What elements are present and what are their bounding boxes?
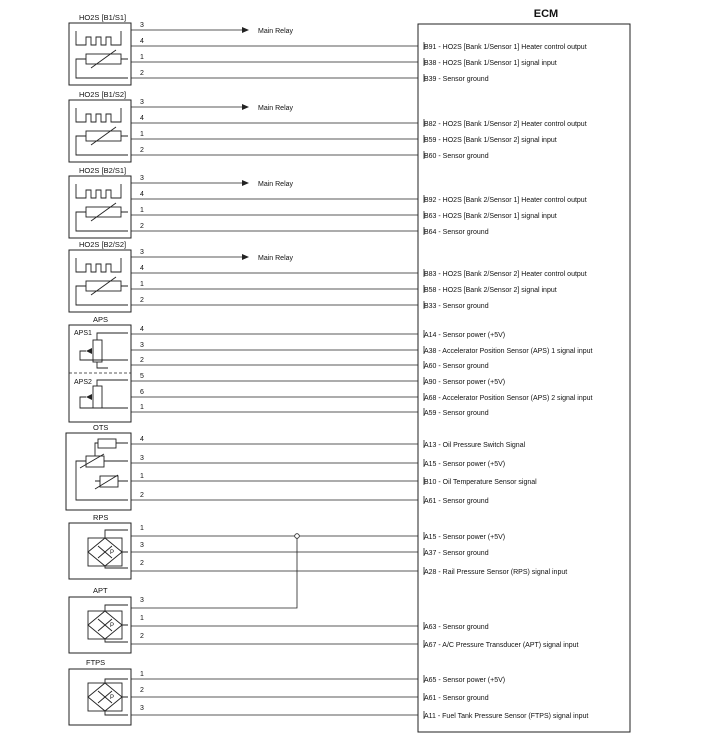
pressure-p-glyph: P bbox=[110, 623, 115, 629]
wire-label: B39 - Sensor ground bbox=[424, 76, 489, 83]
pin-number: 3 bbox=[140, 542, 144, 549]
wire-label: A28 - Rail Pressure Sensor (RPS) signal input bbox=[424, 569, 568, 576]
pin-number: 1 bbox=[140, 131, 144, 138]
pin-number: 2 bbox=[140, 70, 144, 77]
wire-label: B92 - HO2S [Bank 2/Sensor 1] Heater control output bbox=[424, 197, 587, 204]
sensor-box bbox=[69, 325, 131, 422]
wiper-arrow-icon bbox=[86, 394, 92, 400]
pin-number: 2 bbox=[140, 147, 144, 154]
sensor-title: APS bbox=[93, 315, 109, 324]
element-wiring bbox=[76, 212, 128, 231]
heater-element bbox=[76, 108, 121, 122]
pin-number: 1 bbox=[140, 281, 144, 288]
pin-number: 4 bbox=[140, 436, 144, 443]
heater-element bbox=[76, 31, 121, 45]
sensor-title: RPS bbox=[93, 513, 109, 522]
pin-number: 3 bbox=[140, 22, 144, 29]
potentiometer bbox=[93, 340, 102, 362]
wire-label: A59 - Sensor ground bbox=[424, 410, 489, 417]
pin-number: 2 bbox=[140, 560, 144, 567]
heater-element bbox=[76, 184, 121, 198]
resistor bbox=[86, 456, 104, 467]
wiper-arrow-icon bbox=[86, 348, 92, 354]
sensor-title: HO2S [B1/S1] bbox=[79, 13, 127, 22]
pin-number: 3 bbox=[140, 99, 144, 106]
wire-label: Main Relay bbox=[258, 105, 294, 112]
sensor-apt bbox=[69, 538, 579, 653]
arrow-right-icon bbox=[242, 180, 249, 186]
wire-label: A67 - A/C Pressure Transducer (APT) signal input bbox=[424, 642, 579, 649]
wire-label: A60 - Sensor ground bbox=[424, 363, 489, 370]
wire-label: Main Relay bbox=[258, 181, 294, 188]
pin-number: 2 bbox=[140, 223, 144, 230]
wire-label: A68 - Accelerator Position Sensor (APS) 2 signal input bbox=[424, 395, 593, 402]
wire-label: B33 - Sensor ground bbox=[424, 303, 489, 310]
splice-node bbox=[295, 534, 300, 539]
pin-number: 1 bbox=[140, 615, 144, 622]
wire-label: A15 - Sensor power (+5V) bbox=[424, 534, 506, 541]
pin-number: 1 bbox=[140, 404, 144, 411]
ftps-wiring bbox=[105, 679, 128, 715]
pin-number: 2 bbox=[140, 297, 144, 304]
thermistor bbox=[100, 476, 118, 487]
element-wiring bbox=[76, 286, 128, 305]
wire-label: A90 - Sensor power (+5V) bbox=[424, 379, 506, 386]
sensing-element-arrow bbox=[91, 127, 116, 145]
wire-label: A14 - Sensor power (+5V) bbox=[424, 332, 506, 339]
heater-element bbox=[76, 258, 121, 272]
wire-label: A13 - Oil Pressure Switch Signal bbox=[424, 442, 526, 449]
aps2-label: APS2 bbox=[74, 379, 92, 386]
wire-label: B91 - HO2S [Bank 1/Sensor 1] Heater control output bbox=[424, 44, 587, 51]
pin-number: 4 bbox=[140, 38, 144, 45]
potentiometer bbox=[93, 386, 102, 408]
wire-label: A37 - Sensor ground bbox=[424, 550, 489, 557]
pressure-p-glyph: P bbox=[110, 695, 115, 701]
wire-label: A11 - Fuel Tank Pressure Sensor (FTPS) signal input bbox=[424, 713, 589, 720]
pin-number: 4 bbox=[140, 191, 144, 198]
sensor-title: HO2S [B2/S1] bbox=[79, 166, 127, 175]
pressure-switch bbox=[98, 439, 116, 448]
pin-number: 2 bbox=[140, 633, 144, 640]
pin-number: 2 bbox=[140, 492, 144, 499]
wire-label: B82 - HO2S [Bank 1/Sensor 2] Heater control output bbox=[424, 121, 587, 128]
sensing-element-arrow bbox=[91, 203, 116, 221]
pin-number: 3 bbox=[140, 705, 144, 712]
sensor-title: HO2S [B2/S2] bbox=[79, 240, 127, 249]
wire-label: B63 - HO2S [Bank 2/Sensor 1] signal input bbox=[424, 213, 557, 220]
sensor-ho2s-b1s2 bbox=[69, 90, 587, 162]
pin-number: 3 bbox=[140, 455, 144, 462]
sensor-aps bbox=[69, 315, 593, 422]
pin-number: 1 bbox=[140, 207, 144, 214]
wire-label: Main Relay bbox=[258, 255, 294, 262]
ecm-title: ECM bbox=[533, 8, 559, 20]
pin-number: 5 bbox=[140, 373, 144, 380]
wire-label: A61 - Sensor ground bbox=[424, 695, 489, 702]
pin-number: 3 bbox=[140, 175, 144, 182]
sensor-ho2s-b2s1 bbox=[69, 166, 587, 238]
pin-number: 4 bbox=[140, 326, 144, 333]
wire-label: A15 - Sensor power (+5V) bbox=[424, 461, 506, 468]
sensor-title: HO2S [B1/S2] bbox=[79, 90, 127, 99]
sensor-title: FTPS bbox=[86, 658, 106, 667]
wire-label: B83 - HO2S [Bank 2/Sensor 2] Heater control output bbox=[424, 271, 587, 278]
pin-number: 1 bbox=[140, 525, 144, 532]
wire-splice bbox=[131, 538, 297, 608]
pin-number: 6 bbox=[140, 389, 144, 396]
sensor-title: APT bbox=[93, 586, 108, 595]
element-wiring bbox=[76, 59, 128, 78]
pin-number: 1 bbox=[140, 54, 144, 61]
wire-label: Main Relay bbox=[258, 28, 294, 35]
wire-label: A38 - Accelerator Position Sensor (APS) 1 signal input bbox=[424, 348, 593, 355]
pin-number: 1 bbox=[140, 473, 144, 480]
pin-number: 4 bbox=[140, 115, 144, 122]
wire-label: B60 - Sensor ground bbox=[424, 153, 489, 160]
wire-label: A65 - Sensor power (+5V) bbox=[424, 677, 506, 684]
wire-label: B38 - HO2S [Bank 1/Sensor 1] signal input bbox=[424, 60, 557, 67]
wire-label: B58 - HO2S [Bank 2/Sensor 2] signal input bbox=[424, 287, 557, 294]
pin-number: 2 bbox=[140, 687, 144, 694]
pin-number: 2 bbox=[140, 357, 144, 364]
wire-label: B10 - Oil Temperature Sensor signal bbox=[424, 479, 537, 486]
aps1-label: APS1 bbox=[74, 330, 92, 337]
sensor-ots bbox=[66, 423, 537, 510]
sensing-element-arrow bbox=[91, 50, 116, 68]
wire-label: A61 - Sensor ground bbox=[424, 498, 489, 505]
sensor-ho2s-b2s2 bbox=[69, 240, 587, 312]
ots-wiring bbox=[76, 443, 128, 500]
pin-number: 3 bbox=[140, 597, 144, 604]
arrow-right-icon bbox=[242, 104, 249, 110]
arrow-right-icon bbox=[242, 27, 249, 33]
pin-number: 4 bbox=[140, 265, 144, 272]
pin-number: 1 bbox=[140, 671, 144, 678]
wire-label: B64 - Sensor ground bbox=[424, 229, 489, 236]
pin-number: 3 bbox=[140, 249, 144, 256]
element-wiring bbox=[76, 136, 128, 155]
pin-number: 3 bbox=[140, 342, 144, 349]
wire-label: B59 - HO2S [Bank 1/Sensor 2] signal input bbox=[424, 137, 557, 144]
sensor-title: OTS bbox=[93, 423, 109, 432]
sensing-element-arrow bbox=[91, 277, 116, 295]
sensor-rps bbox=[69, 513, 567, 579]
sensor-ftps bbox=[69, 658, 588, 725]
arrow-right-icon bbox=[242, 254, 249, 260]
wire-label: A63 - Sensor ground bbox=[424, 624, 489, 631]
pressure-p-glyph: P bbox=[110, 550, 115, 556]
